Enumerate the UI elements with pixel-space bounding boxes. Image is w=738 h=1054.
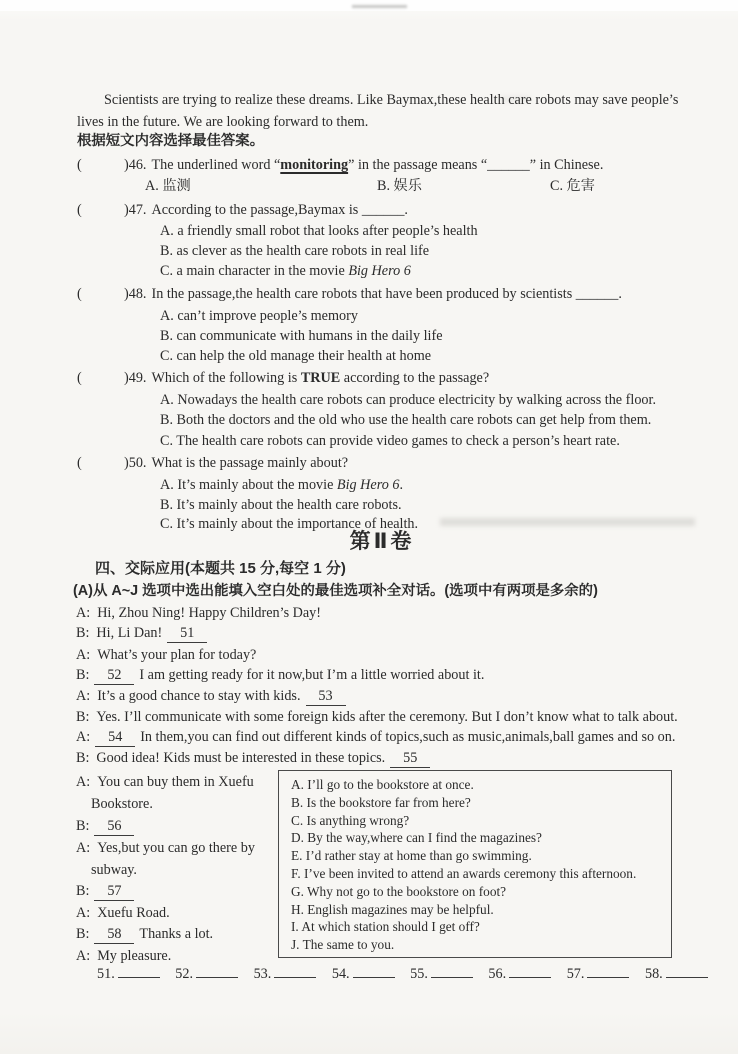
question-49-stem-pre: Which of the following is <box>151 370 301 386</box>
dialogue-line <box>76 816 139 836</box>
passage-line-1: Scientists are trying to realize these dreams. Like Baymax,these health care robots may save people’s <box>104 92 679 108</box>
dialogue-line-continuation: subway. <box>91 862 137 878</box>
emphasized-true: TRUE <box>300 370 341 386</box>
numbered-blank-53: 53 <box>306 689 346 706</box>
question-50 <box>77 453 348 473</box>
answer-paren: ( <box>77 370 82 386</box>
answer-blank-line <box>666 963 708 978</box>
underlined-word: monitoring <box>280 157 349 173</box>
choice-option-c: C. Is anything wrong? <box>291 812 410 828</box>
answer-slot-55 <box>410 963 473 983</box>
numbered-blank-54: 54 <box>95 730 135 747</box>
answer-slot-57 <box>567 963 630 983</box>
dialogue-line <box>76 686 351 706</box>
question-46-stem-post: ” in the passage means “______” in Chinese. <box>348 157 604 173</box>
answer-slot-number: 56. <box>488 966 507 982</box>
speaker-label: A: <box>76 729 91 745</box>
numbered-blank-58: 58 <box>94 927 134 944</box>
dialogue-text: It’s a good chance to stay with kids. <box>97 688 301 704</box>
answer-blank-line <box>431 963 473 978</box>
dialogue-text: You can buy them in Xuefu <box>97 774 254 790</box>
answer-slot-58 <box>645 963 708 983</box>
speaker-label: A: <box>76 688 91 704</box>
numbered-blank-52: 52 <box>94 668 134 685</box>
question-49-option-a: A. Nowadays the health care robots can produce electricity by walking across the floor. <box>160 392 656 408</box>
dialogue-line <box>76 924 213 944</box>
dialogue-text: Yes,but you can go there by <box>97 840 255 856</box>
answer-slot-number: 53. <box>253 966 272 982</box>
numbered-blank-51: 51 <box>167 626 207 643</box>
answer-blank-line <box>509 963 551 978</box>
question-46-number: )46. <box>124 157 147 173</box>
answer-slot-number: 57. <box>566 966 585 982</box>
answer-paren: ( <box>77 202 82 218</box>
dialogue-text: Thanks a lot. <box>139 926 214 942</box>
choice-option-e: E. I’d rather stay at home than go swimming. <box>291 848 532 864</box>
choice-option-g: G. Why not go to the bookstore on foot? <box>291 883 507 899</box>
answer-paren: ( <box>77 157 82 173</box>
dialogue-line <box>76 623 212 643</box>
answer-paren: ( <box>77 455 82 471</box>
question-47-option-a: A. a friendly small robot that looks after people’s health <box>160 223 478 239</box>
dialogue-text: Hi, Zhou Ning! Happy Children’s Day! <box>97 605 322 621</box>
speaker-label: B: <box>76 667 90 683</box>
question-48-option-b: B. can communicate with humans in the daily life <box>160 328 443 344</box>
speaker-label: A: <box>76 905 91 921</box>
dialogue-line <box>76 603 321 623</box>
question-47-stem: According to the passage,Baymax is ______. <box>151 202 408 218</box>
dialogue-text: Yes. I’ll communicate with some foreign kids after the ceremony. But I don’t know what to talk about. <box>96 709 678 725</box>
section-2-title: 第Ⅱ卷 <box>349 530 415 553</box>
answer-slot-51 <box>97 963 160 983</box>
dialogue-line <box>76 665 484 685</box>
dialogue-line <box>76 881 139 901</box>
question-50-option-b: B. It’s mainly about the health care robots. <box>160 497 402 513</box>
answer-slot-54 <box>332 963 395 983</box>
question-47 <box>77 200 408 220</box>
question-49-number: )49. <box>124 370 147 386</box>
dialogue-text: Xuefu Road. <box>97 905 170 921</box>
speaker-label: A: <box>76 605 91 621</box>
option-text: C. a main character in the movie <box>160 263 349 279</box>
question-47-number: )47. <box>124 202 147 218</box>
movie-title: Big Hero 6 <box>336 477 400 493</box>
answer-blank-line <box>196 963 238 978</box>
question-50-number: )50. <box>124 455 147 471</box>
choice-option-a: A. I’ll go to the bookstore at once. <box>291 777 474 792</box>
choice-option-b: B. Is the bookstore far from here? <box>291 794 471 810</box>
answer-blank-line <box>118 963 160 978</box>
choice-option-f: F. I’ve been invited to attend an awards ceremony this afternoon. <box>291 865 637 881</box>
choice-option-h: H. English magazines may be helpful. <box>291 901 494 917</box>
dialogue-text: My pleasure. <box>97 948 172 964</box>
question-46-option-c: C. 危害 <box>550 178 595 194</box>
question-47-option-b: B. as clever as the health care robots in real life <box>160 243 430 259</box>
dialogue-line-continuation: Bookstore. <box>91 796 153 812</box>
question-50-option-a <box>160 475 403 495</box>
question-48-option-c: C. can help the old manage their health at home <box>160 348 432 364</box>
question-48 <box>77 284 622 304</box>
speaker-label: B: <box>76 625 90 641</box>
question-49-stem-post: according to the passage? <box>340 370 490 386</box>
dialogue-text: Hi, Li Dan! <box>96 625 163 641</box>
speaker-label: B: <box>76 926 90 942</box>
dialogue-line <box>76 772 254 792</box>
scan-smudge <box>440 518 695 526</box>
answer-number-row <box>97 963 720 983</box>
answer-blank-line <box>274 963 316 978</box>
option-text-end: . <box>399 477 403 493</box>
answer-slot-56 <box>488 963 551 983</box>
question-49-option-b: B. Both the doctors and the old who use the health care robots can get help from them. <box>160 412 652 428</box>
speaker-label: B: <box>76 818 90 834</box>
dialogue-line <box>76 727 675 747</box>
instruction-cn: 根据短文内容选择最佳答案。 <box>77 133 265 149</box>
answer-paren: ( <box>77 286 82 302</box>
answer-slot-number: 51. <box>97 966 115 982</box>
question-46-stem-pre: The underlined word “ <box>151 157 281 173</box>
speaker-label: A: <box>76 840 91 856</box>
answer-blank-line <box>587 963 629 978</box>
speaker-label: A: <box>76 948 91 964</box>
question-46-option-b: B. 娱乐 <box>377 178 422 194</box>
question-50-stem: What is the passage mainly about? <box>151 455 349 471</box>
question-48-stem: In the passage,the health care robots that have been produced by scientists ______. <box>151 286 622 302</box>
speaker-label: B: <box>76 709 90 725</box>
question-48-option-a: A. can’t improve people’s memory <box>160 308 358 324</box>
question-48-number: )48. <box>124 286 147 302</box>
dialogue-text: I am getting ready for it now,but I’m a little worried about it. <box>139 667 485 683</box>
question-50-option-c: C. It’s mainly about the importance of health. <box>160 516 419 532</box>
question-46-option-a: A. 监测 <box>145 178 191 194</box>
answer-slot-number: 54. <box>331 966 350 982</box>
answer-slot-number: 58. <box>644 966 663 982</box>
dialogue-line <box>76 903 170 923</box>
dialogue-line <box>76 645 256 665</box>
speaker-label: A: <box>76 774 91 790</box>
answer-slot-52 <box>175 963 238 983</box>
dialogue-text: What’s your plan for today? <box>97 647 257 663</box>
option-text: A. It’s mainly about the movie <box>160 477 337 493</box>
part-4-heading: 四、交际应用(本题共 15 分,每空 1 分) <box>95 560 346 577</box>
answer-slot-53 <box>254 963 317 983</box>
movie-title: Big Hero 6 <box>348 263 411 279</box>
answer-slot-number: 55. <box>410 966 428 982</box>
answer-slot-number: 52. <box>175 966 194 982</box>
speaker-label: B: <box>76 883 90 899</box>
choice-options-box <box>278 770 672 958</box>
dialogue-text: In them,you can find out different kinds of topics,such as music,animals,ball games and so on. <box>140 729 676 745</box>
part-4a-subheading: (A)从 A~J 选项中选出能填入空白处的最佳选项补全对话。(选项中有两项是多余的) <box>73 583 598 599</box>
choice-option-j: J. The same to you. <box>291 937 395 953</box>
question-47-option-c <box>160 261 411 281</box>
numbered-blank-55: 55 <box>390 751 430 768</box>
dialogue-line <box>76 838 255 858</box>
speaker-label: A: <box>76 647 91 663</box>
choice-option-i: I. At which station should I get off? <box>291 919 480 935</box>
dialogue-text: Good idea! Kids must be interested in these topics. <box>96 750 386 766</box>
passage-line-2: lives in the future. We are looking forward to them. <box>77 114 369 130</box>
choice-option-d: D. By the way,where can I find the magazines? <box>291 830 542 846</box>
question-49 <box>77 368 489 388</box>
numbered-blank-56: 56 <box>94 819 134 836</box>
answer-blank-line <box>353 963 395 978</box>
dialogue-line <box>76 748 435 768</box>
scan-artifact <box>352 5 407 8</box>
speaker-label: B: <box>76 750 90 766</box>
question-49-option-c: C. The health care robots can provide video games to check a person’s heart rate. <box>160 433 620 449</box>
dialogue-line <box>76 707 678 727</box>
question-46 <box>77 155 603 175</box>
numbered-blank-57: 57 <box>94 884 134 901</box>
